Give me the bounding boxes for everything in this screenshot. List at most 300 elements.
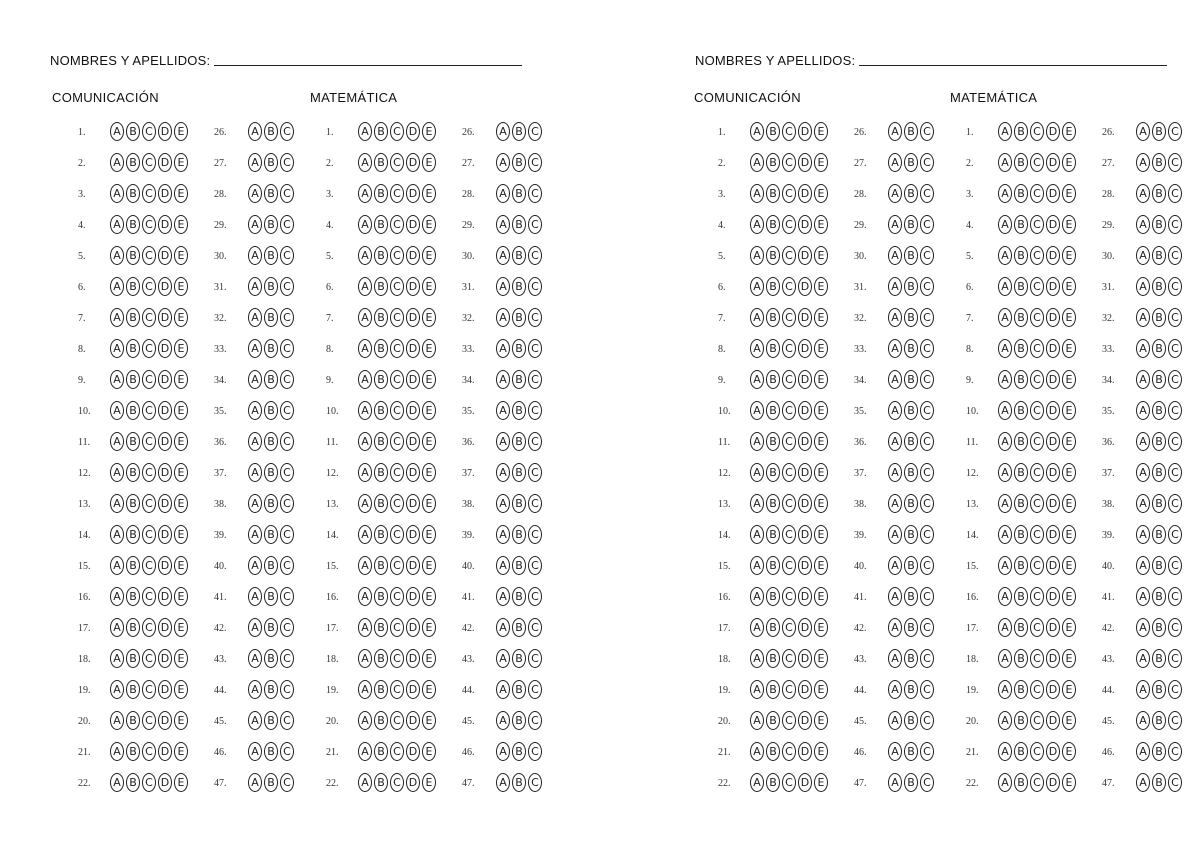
answer-bubble[interactable]: A (1136, 463, 1150, 482)
answer-bubble[interactable]: B (904, 742, 918, 761)
answer-bubble[interactable]: B (512, 463, 526, 482)
answer-bubble[interactable]: D (798, 463, 812, 482)
answer-bubble[interactable]: C (390, 339, 404, 358)
answer-bubble[interactable]: A (888, 432, 902, 451)
answer-bubble[interactable]: C (280, 122, 294, 141)
answer-bubble[interactable]: C (528, 122, 542, 141)
answer-bubble[interactable]: C (782, 587, 796, 606)
answer-bubble[interactable]: C (782, 618, 796, 637)
answer-bubble[interactable]: A (248, 680, 262, 699)
answer-bubble[interactable]: B (264, 680, 278, 699)
answer-bubble[interactable]: A (358, 680, 372, 699)
answer-bubble[interactable]: E (1062, 649, 1076, 668)
answer-bubble[interactable]: A (110, 742, 124, 761)
answer-bubble[interactable]: D (798, 339, 812, 358)
answer-bubble[interactable]: C (920, 432, 934, 451)
answer-bubble[interactable]: A (998, 184, 1012, 203)
answer-bubble[interactable]: B (126, 525, 140, 544)
answer-bubble[interactable]: B (904, 184, 918, 203)
answer-bubble[interactable]: C (1168, 742, 1182, 761)
answer-bubble[interactable]: C (920, 246, 934, 265)
answer-bubble[interactable]: E (174, 122, 188, 141)
answer-bubble[interactable]: D (1046, 587, 1060, 606)
answer-bubble[interactable]: B (1014, 494, 1028, 513)
answer-bubble[interactable]: A (248, 494, 262, 513)
answer-bubble[interactable]: C (390, 618, 404, 637)
answer-bubble[interactable]: C (782, 308, 796, 327)
answer-bubble[interactable]: C (142, 556, 156, 575)
answer-bubble[interactable]: A (358, 432, 372, 451)
answer-bubble[interactable]: E (422, 649, 436, 668)
answer-bubble[interactable]: D (1046, 618, 1060, 637)
answer-bubble[interactable]: B (904, 277, 918, 296)
answer-bubble[interactable]: A (750, 525, 764, 544)
answer-bubble[interactable]: B (1014, 184, 1028, 203)
answer-bubble[interactable]: A (750, 618, 764, 637)
answer-bubble[interactable]: A (888, 587, 902, 606)
answer-bubble[interactable]: D (406, 587, 420, 606)
answer-bubble[interactable]: D (798, 122, 812, 141)
answer-bubble[interactable]: A (248, 184, 262, 203)
answer-bubble[interactable]: C (142, 649, 156, 668)
answer-bubble[interactable]: B (1014, 339, 1028, 358)
answer-bubble[interactable]: A (248, 308, 262, 327)
answer-bubble[interactable]: A (888, 370, 902, 389)
answer-bubble[interactable]: B (512, 618, 526, 637)
answer-bubble[interactable]: A (110, 463, 124, 482)
answer-bubble[interactable]: A (248, 556, 262, 575)
answer-bubble[interactable]: A (888, 122, 902, 141)
answer-bubble[interactable]: E (1062, 184, 1076, 203)
answer-bubble[interactable]: B (374, 463, 388, 482)
answer-bubble[interactable]: C (1168, 184, 1182, 203)
answer-bubble[interactable]: A (1136, 432, 1150, 451)
answer-bubble[interactable]: D (1046, 184, 1060, 203)
answer-bubble[interactable]: A (496, 463, 510, 482)
answer-bubble[interactable]: A (1136, 122, 1150, 141)
answer-bubble[interactable]: B (1152, 122, 1166, 141)
answer-bubble[interactable]: D (1046, 401, 1060, 420)
answer-bubble[interactable]: E (814, 649, 828, 668)
answer-bubble[interactable]: E (174, 246, 188, 265)
answer-bubble[interactable]: A (1136, 680, 1150, 699)
answer-bubble[interactable]: A (248, 370, 262, 389)
answer-bubble[interactable]: B (1152, 494, 1166, 513)
answer-bubble[interactable]: C (920, 494, 934, 513)
answer-bubble[interactable]: A (110, 215, 124, 234)
answer-bubble[interactable]: A (750, 308, 764, 327)
answer-bubble[interactable]: B (1014, 525, 1028, 544)
answer-bubble[interactable]: C (528, 680, 542, 699)
answer-bubble[interactable]: B (374, 773, 388, 792)
answer-bubble[interactable]: B (1014, 370, 1028, 389)
answer-bubble[interactable]: A (358, 277, 372, 296)
answer-bubble[interactable]: B (766, 463, 780, 482)
answer-bubble[interactable]: D (1046, 494, 1060, 513)
answer-bubble[interactable]: C (782, 432, 796, 451)
answer-bubble[interactable]: B (766, 184, 780, 203)
answer-bubble[interactable]: B (766, 215, 780, 234)
answer-bubble[interactable]: A (998, 680, 1012, 699)
answer-bubble[interactable]: C (528, 246, 542, 265)
answer-bubble[interactable]: A (750, 773, 764, 792)
answer-bubble[interactable]: A (1136, 711, 1150, 730)
answer-bubble[interactable]: B (264, 742, 278, 761)
answer-bubble[interactable]: E (422, 122, 436, 141)
answer-bubble[interactable]: D (406, 215, 420, 234)
answer-bubble[interactable]: D (158, 711, 172, 730)
answer-bubble[interactable]: B (126, 308, 140, 327)
answer-bubble[interactable]: C (280, 308, 294, 327)
answer-bubble[interactable]: A (358, 153, 372, 172)
answer-bubble[interactable]: B (1014, 711, 1028, 730)
answer-bubble[interactable]: A (496, 401, 510, 420)
answer-bubble[interactable]: A (1136, 401, 1150, 420)
answer-bubble[interactable]: B (512, 122, 526, 141)
answer-bubble[interactable]: E (422, 184, 436, 203)
answer-bubble[interactable]: D (406, 401, 420, 420)
answer-bubble[interactable]: A (358, 246, 372, 265)
answer-bubble[interactable]: C (528, 153, 542, 172)
answer-bubble[interactable]: E (1062, 277, 1076, 296)
answer-bubble[interactable]: D (1046, 308, 1060, 327)
answer-bubble[interactable]: B (126, 463, 140, 482)
answer-bubble[interactable]: E (1062, 587, 1076, 606)
answer-bubble[interactable]: A (496, 742, 510, 761)
answer-bubble[interactable]: B (904, 494, 918, 513)
answer-bubble[interactable]: D (158, 401, 172, 420)
answer-bubble[interactable]: A (750, 246, 764, 265)
answer-bubble[interactable]: C (390, 463, 404, 482)
answer-bubble[interactable]: B (766, 494, 780, 513)
answer-bubble[interactable]: D (1046, 680, 1060, 699)
answer-bubble[interactable]: B (904, 587, 918, 606)
answer-bubble[interactable]: B (904, 556, 918, 575)
answer-bubble[interactable]: D (406, 308, 420, 327)
answer-bubble[interactable]: B (512, 525, 526, 544)
answer-bubble[interactable]: B (1014, 618, 1028, 637)
answer-bubble[interactable]: B (1014, 649, 1028, 668)
answer-bubble[interactable]: E (422, 711, 436, 730)
answer-bubble[interactable]: A (248, 773, 262, 792)
answer-bubble[interactable]: A (888, 308, 902, 327)
answer-bubble[interactable]: E (1062, 742, 1076, 761)
answer-bubble[interactable]: D (798, 370, 812, 389)
answer-bubble[interactable]: C (528, 432, 542, 451)
answer-bubble[interactable]: A (358, 773, 372, 792)
answer-bubble[interactable]: C (782, 401, 796, 420)
answer-bubble[interactable]: D (798, 432, 812, 451)
answer-bubble[interactable]: C (920, 463, 934, 482)
answer-bubble[interactable]: A (1136, 649, 1150, 668)
answer-bubble[interactable]: C (1168, 618, 1182, 637)
answer-bubble[interactable]: E (1062, 339, 1076, 358)
answer-bubble[interactable]: B (374, 494, 388, 513)
answer-bubble[interactable]: A (998, 494, 1012, 513)
answer-bubble[interactable]: E (814, 494, 828, 513)
answer-bubble[interactable]: C (280, 153, 294, 172)
answer-bubble[interactable]: D (158, 184, 172, 203)
answer-bubble[interactable]: E (814, 618, 828, 637)
answer-bubble[interactable]: D (1046, 153, 1060, 172)
answer-bubble[interactable]: C (1168, 370, 1182, 389)
answer-bubble[interactable]: C (1030, 432, 1044, 451)
answer-bubble[interactable]: C (528, 308, 542, 327)
answer-bubble[interactable]: B (264, 494, 278, 513)
answer-bubble[interactable]: C (1168, 432, 1182, 451)
answer-bubble[interactable]: C (528, 277, 542, 296)
answer-bubble[interactable]: A (1136, 556, 1150, 575)
answer-bubble[interactable]: C (390, 556, 404, 575)
answer-bubble[interactable]: B (1152, 432, 1166, 451)
answer-bubble[interactable]: C (1030, 246, 1044, 265)
answer-bubble[interactable]: B (1152, 742, 1166, 761)
answer-bubble[interactable]: E (1062, 525, 1076, 544)
answer-bubble[interactable]: C (1030, 773, 1044, 792)
answer-bubble[interactable]: C (280, 711, 294, 730)
answer-bubble[interactable]: A (998, 463, 1012, 482)
answer-bubble[interactable]: B (374, 742, 388, 761)
answer-bubble[interactable]: E (174, 680, 188, 699)
answer-bubble[interactable]: C (280, 401, 294, 420)
answer-bubble[interactable]: A (496, 587, 510, 606)
answer-bubble[interactable]: C (920, 277, 934, 296)
answer-bubble[interactable]: A (496, 184, 510, 203)
answer-bubble[interactable]: B (1014, 587, 1028, 606)
answer-bubble[interactable]: A (358, 618, 372, 637)
answer-bubble[interactable]: E (174, 184, 188, 203)
answer-bubble[interactable]: B (264, 432, 278, 451)
answer-bubble[interactable]: E (422, 494, 436, 513)
answer-bubble[interactable]: C (142, 525, 156, 544)
answer-bubble[interactable]: D (798, 711, 812, 730)
answer-bubble[interactable]: C (390, 773, 404, 792)
answer-bubble[interactable]: A (496, 339, 510, 358)
answer-bubble[interactable]: D (158, 587, 172, 606)
answer-bubble[interactable]: E (422, 277, 436, 296)
answer-bubble[interactable]: C (390, 680, 404, 699)
answer-bubble[interactable]: E (1062, 246, 1076, 265)
answer-bubble[interactable]: A (248, 618, 262, 637)
answer-bubble[interactable]: D (158, 370, 172, 389)
answer-bubble[interactable]: E (174, 649, 188, 668)
answer-bubble[interactable]: C (280, 215, 294, 234)
answer-bubble[interactable]: C (920, 370, 934, 389)
answer-bubble[interactable]: B (1014, 401, 1028, 420)
answer-bubble[interactable]: E (1062, 122, 1076, 141)
answer-bubble[interactable]: D (798, 277, 812, 296)
answer-bubble[interactable]: D (798, 525, 812, 544)
answer-bubble[interactable]: D (798, 246, 812, 265)
answer-bubble[interactable]: B (374, 215, 388, 234)
answer-bubble[interactable]: B (126, 432, 140, 451)
answer-bubble[interactable]: B (1152, 184, 1166, 203)
answer-bubble[interactable]: A (496, 277, 510, 296)
answer-bubble[interactable]: D (158, 742, 172, 761)
answer-bubble[interactable]: E (814, 370, 828, 389)
answer-bubble[interactable]: C (1030, 215, 1044, 234)
answer-bubble[interactable]: D (1046, 556, 1060, 575)
answer-bubble[interactable]: B (512, 773, 526, 792)
answer-bubble[interactable]: A (496, 773, 510, 792)
answer-bubble[interactable]: C (1030, 401, 1044, 420)
answer-bubble[interactable]: C (528, 773, 542, 792)
answer-bubble[interactable]: B (374, 339, 388, 358)
answer-bubble[interactable]: C (782, 184, 796, 203)
answer-bubble[interactable]: C (528, 649, 542, 668)
answer-bubble[interactable]: A (110, 401, 124, 420)
answer-bubble[interactable]: E (174, 463, 188, 482)
answer-bubble[interactable]: E (174, 773, 188, 792)
answer-bubble[interactable]: B (766, 308, 780, 327)
answer-bubble[interactable]: D (1046, 649, 1060, 668)
answer-bubble[interactable]: B (1014, 773, 1028, 792)
answer-bubble[interactable]: C (142, 184, 156, 203)
answer-bubble[interactable]: B (374, 587, 388, 606)
answer-bubble[interactable]: A (888, 742, 902, 761)
answer-bubble[interactable]: D (798, 680, 812, 699)
answer-bubble[interactable]: B (766, 153, 780, 172)
answer-bubble[interactable]: C (142, 587, 156, 606)
answer-bubble[interactable]: C (390, 370, 404, 389)
answer-bubble[interactable]: C (390, 308, 404, 327)
answer-bubble[interactable]: A (110, 370, 124, 389)
answer-bubble[interactable]: B (126, 401, 140, 420)
answer-bubble[interactable]: C (920, 339, 934, 358)
answer-bubble[interactable]: B (1152, 370, 1166, 389)
answer-bubble[interactable]: C (142, 277, 156, 296)
answer-bubble[interactable]: A (496, 246, 510, 265)
answer-bubble[interactable]: D (406, 370, 420, 389)
answer-bubble[interactable]: A (358, 339, 372, 358)
answer-bubble[interactable]: A (496, 649, 510, 668)
answer-bubble[interactable]: E (422, 773, 436, 792)
answer-bubble[interactable]: A (248, 246, 262, 265)
answer-bubble[interactable]: B (512, 680, 526, 699)
answer-bubble[interactable]: C (1030, 339, 1044, 358)
answer-bubble[interactable]: B (904, 153, 918, 172)
answer-bubble[interactable]: B (126, 587, 140, 606)
answer-bubble[interactable]: A (888, 401, 902, 420)
answer-bubble[interactable]: A (888, 463, 902, 482)
answer-bubble[interactable]: C (782, 649, 796, 668)
answer-bubble[interactable]: B (126, 494, 140, 513)
answer-bubble[interactable]: E (814, 525, 828, 544)
answer-bubble[interactable]: E (174, 618, 188, 637)
answer-bubble[interactable]: B (1014, 556, 1028, 575)
answer-bubble[interactable]: C (1030, 370, 1044, 389)
answer-bubble[interactable]: A (998, 773, 1012, 792)
answer-bubble[interactable]: D (1046, 339, 1060, 358)
answer-bubble[interactable]: E (422, 401, 436, 420)
answer-bubble[interactable]: C (142, 339, 156, 358)
answer-bubble[interactable]: A (750, 215, 764, 234)
answer-bubble[interactable]: C (142, 742, 156, 761)
answer-bubble[interactable]: B (512, 370, 526, 389)
answer-bubble[interactable]: A (496, 122, 510, 141)
answer-bubble[interactable]: B (766, 680, 780, 699)
answer-bubble[interactable]: C (920, 711, 934, 730)
answer-bubble[interactable]: A (496, 308, 510, 327)
answer-bubble[interactable]: C (390, 711, 404, 730)
answer-bubble[interactable]: D (158, 339, 172, 358)
answer-bubble[interactable]: A (358, 308, 372, 327)
answer-bubble[interactable]: A (358, 649, 372, 668)
answer-bubble[interactable]: D (1046, 215, 1060, 234)
answer-bubble[interactable]: C (1030, 711, 1044, 730)
answer-bubble[interactable]: A (248, 215, 262, 234)
answer-bubble[interactable]: A (888, 711, 902, 730)
answer-bubble[interactable]: E (814, 122, 828, 141)
answer-bubble[interactable]: A (998, 742, 1012, 761)
answer-bubble[interactable]: C (390, 432, 404, 451)
answer-bubble[interactable]: A (248, 122, 262, 141)
answer-bubble[interactable]: D (158, 773, 172, 792)
answer-bubble[interactable]: C (920, 153, 934, 172)
answer-bubble[interactable]: A (248, 401, 262, 420)
answer-bubble[interactable]: B (766, 711, 780, 730)
answer-bubble[interactable]: A (110, 525, 124, 544)
answer-bubble[interactable]: C (390, 184, 404, 203)
answer-bubble[interactable]: B (1152, 277, 1166, 296)
answer-bubble[interactable]: D (158, 308, 172, 327)
answer-bubble[interactable]: C (1030, 122, 1044, 141)
answer-bubble[interactable]: C (782, 277, 796, 296)
answer-bubble[interactable]: A (750, 556, 764, 575)
answer-bubble[interactable]: A (110, 184, 124, 203)
answer-bubble[interactable]: A (1136, 277, 1150, 296)
answer-bubble[interactable]: E (422, 680, 436, 699)
answer-bubble[interactable]: A (248, 742, 262, 761)
answer-bubble[interactable]: B (904, 401, 918, 420)
answer-bubble[interactable]: C (528, 215, 542, 234)
name-blank-line[interactable] (214, 64, 522, 66)
answer-bubble[interactable]: B (1152, 308, 1166, 327)
answer-bubble[interactable]: C (142, 773, 156, 792)
answer-bubble[interactable]: A (750, 587, 764, 606)
answer-bubble[interactable]: D (158, 432, 172, 451)
answer-bubble[interactable]: E (1062, 153, 1076, 172)
answer-bubble[interactable]: B (1014, 680, 1028, 699)
answer-bubble[interactable]: D (406, 339, 420, 358)
answer-bubble[interactable]: B (904, 432, 918, 451)
answer-bubble[interactable]: C (782, 556, 796, 575)
answer-bubble[interactable]: A (998, 711, 1012, 730)
answer-bubble[interactable]: A (750, 122, 764, 141)
answer-bubble[interactable]: C (142, 215, 156, 234)
answer-bubble[interactable]: B (512, 494, 526, 513)
answer-bubble[interactable]: D (158, 463, 172, 482)
answer-bubble[interactable]: C (280, 587, 294, 606)
answer-bubble[interactable]: C (280, 742, 294, 761)
answer-bubble[interactable]: C (142, 401, 156, 420)
answer-bubble[interactable]: B (512, 587, 526, 606)
answer-bubble[interactable]: C (1168, 587, 1182, 606)
answer-bubble[interactable]: C (1168, 649, 1182, 668)
answer-bubble[interactable]: D (798, 742, 812, 761)
answer-bubble[interactable]: B (904, 618, 918, 637)
answer-bubble[interactable]: D (798, 587, 812, 606)
answer-bubble[interactable]: B (512, 401, 526, 420)
answer-bubble[interactable]: E (1062, 680, 1076, 699)
answer-bubble[interactable]: B (126, 122, 140, 141)
answer-bubble[interactable]: B (264, 308, 278, 327)
answer-bubble[interactable]: E (814, 773, 828, 792)
answer-bubble[interactable]: A (998, 370, 1012, 389)
answer-bubble[interactable]: C (142, 711, 156, 730)
answer-bubble[interactable]: A (496, 494, 510, 513)
answer-bubble[interactable]: B (766, 277, 780, 296)
